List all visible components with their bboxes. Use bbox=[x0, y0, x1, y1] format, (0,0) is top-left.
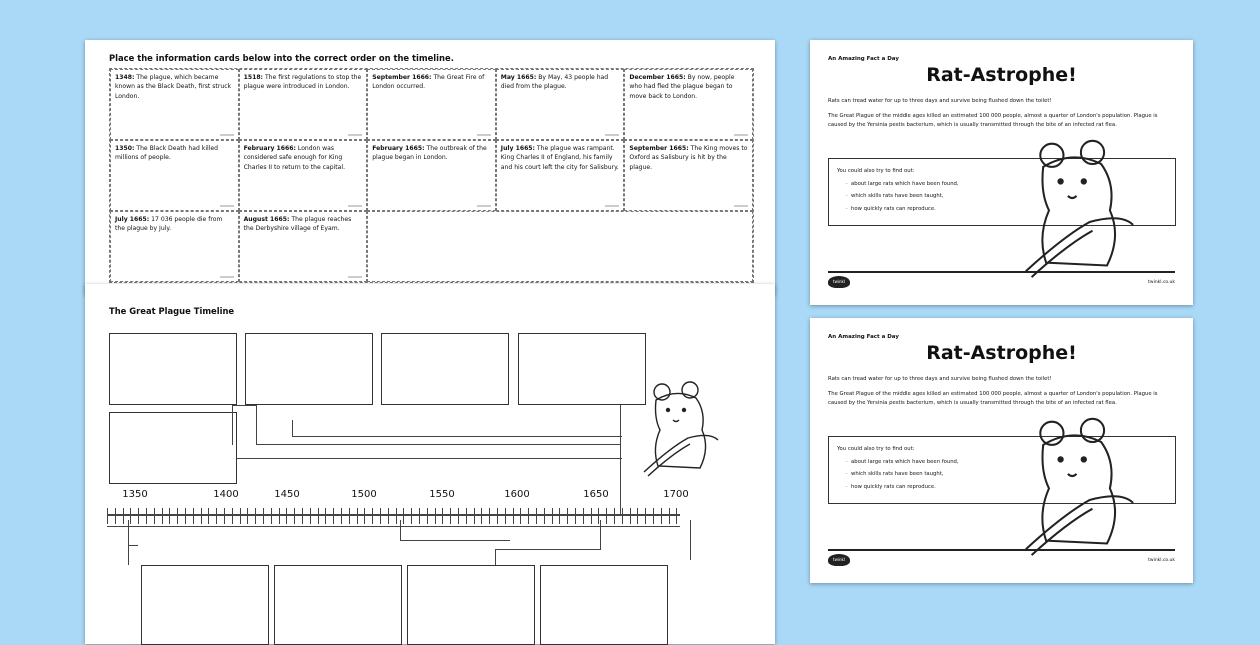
card-text: The King moves to Oxford as Salisbury is hit by the plague. bbox=[629, 145, 748, 171]
axis-tick bbox=[193, 508, 194, 524]
axis-tick bbox=[442, 508, 443, 524]
card-text: The plague, which became known as the Black Death, first struck London. bbox=[115, 74, 232, 100]
timeline-axis-lower bbox=[107, 526, 680, 527]
axis-tick bbox=[637, 508, 638, 524]
card-date: 1350: bbox=[115, 145, 135, 152]
axis-tick bbox=[544, 508, 545, 524]
axis-tick bbox=[162, 508, 163, 524]
connector-line bbox=[256, 405, 257, 445]
axis-tick bbox=[591, 508, 592, 524]
axis-tick bbox=[458, 508, 459, 524]
info-card[interactable] bbox=[496, 69, 625, 140]
card-date: December 1665: bbox=[629, 74, 686, 81]
watermark bbox=[734, 134, 748, 136]
watermark bbox=[220, 134, 234, 136]
axis-tick bbox=[123, 508, 124, 524]
box-intro: You could also try to find out: bbox=[837, 168, 915, 174]
axis-tick bbox=[669, 508, 670, 524]
axis-tick bbox=[201, 508, 202, 524]
connector-line bbox=[495, 549, 496, 565]
connector-line bbox=[292, 420, 293, 436]
axis-tick bbox=[403, 508, 404, 524]
axis-tick bbox=[567, 508, 568, 524]
axis-tick bbox=[169, 508, 170, 524]
axis-tick bbox=[177, 508, 178, 524]
timeline-page bbox=[85, 284, 775, 644]
year-label: 1500 bbox=[351, 489, 377, 500]
card-text: The Great Fire of London occurred. bbox=[372, 74, 485, 91]
empty-cell bbox=[367, 211, 753, 282]
watermark bbox=[477, 134, 491, 136]
card-text: The plague reaches the Derbyshire village of Eyam. bbox=[243, 216, 352, 233]
card-text: 17 036 people die from the plague by July. bbox=[115, 216, 223, 233]
year-label: 1450 bbox=[274, 489, 300, 500]
info-card[interactable] bbox=[110, 211, 239, 282]
axis-tick bbox=[622, 508, 623, 524]
axis-tick bbox=[224, 508, 225, 524]
axis-tick bbox=[263, 508, 264, 524]
year-label: 1550 bbox=[429, 489, 455, 500]
axis-tick bbox=[474, 508, 475, 524]
axis-tick bbox=[661, 508, 662, 524]
kicker: An Amazing Fact a Day bbox=[828, 334, 899, 340]
info-card[interactable] bbox=[110, 140, 239, 211]
axis-tick bbox=[653, 508, 654, 524]
axis-tick bbox=[466, 508, 467, 524]
watermark bbox=[348, 134, 362, 136]
axis-tick bbox=[115, 508, 116, 524]
card-text: The plague was rampant. King Charles II of England, his family and his court left the city for Salisbury. bbox=[500, 145, 619, 171]
instruction: Place the information cards below into the correct order on the timeline. bbox=[109, 53, 454, 63]
axis-tick bbox=[450, 508, 451, 524]
connector-line bbox=[495, 549, 600, 550]
fact-title: Rat-Astrophe! bbox=[926, 64, 1077, 86]
axis-tick bbox=[645, 508, 646, 524]
card-text: The first regulations to stop the plague were introduced in London. bbox=[243, 74, 362, 91]
axis-tick bbox=[318, 508, 319, 524]
axis-tick bbox=[497, 508, 498, 524]
connector-line bbox=[237, 458, 622, 459]
card-text: The outbreak of the plague began in London. bbox=[372, 145, 487, 162]
watermark bbox=[477, 205, 491, 207]
year-label: 1400 bbox=[213, 489, 239, 500]
axis-tick bbox=[536, 508, 537, 524]
axis-tick bbox=[575, 508, 576, 524]
axis-tick bbox=[240, 508, 241, 524]
footer-url: twinkl.co.uk bbox=[1148, 558, 1175, 563]
watermark bbox=[220, 276, 234, 278]
info-card[interactable] bbox=[110, 69, 239, 140]
info-card[interactable] bbox=[624, 140, 753, 211]
axis-tick bbox=[513, 508, 514, 524]
card-date: May 1665: bbox=[500, 74, 537, 81]
axis-tick bbox=[255, 508, 256, 524]
fact-body: The Great Plague of the middle ages killed an estimated 100 000 people, almost a quarter of London's population. Plague is caused by the Yersinia pestis bacterium, which is usually transmitted through the bite of an infected rat flea. bbox=[828, 113, 1158, 128]
card-text: The Black Death had killed millions of people. bbox=[115, 145, 219, 162]
connector-line bbox=[600, 520, 601, 550]
fact-sheet bbox=[810, 40, 1193, 305]
axis-tick bbox=[107, 508, 108, 524]
card-text: By now, people who had fled the plague began to move back to London. bbox=[629, 74, 735, 100]
year-label: 1600 bbox=[504, 489, 530, 500]
card-date: 1348: bbox=[115, 74, 135, 81]
info-card[interactable] bbox=[624, 69, 753, 140]
axis-tick bbox=[388, 508, 389, 524]
fact-sheet bbox=[810, 318, 1193, 583]
fact-line: Rats can tread water for up to three days and survive being flushed down the toilet! bbox=[828, 98, 1052, 104]
footer-rule bbox=[828, 549, 1175, 551]
axis-tick bbox=[286, 508, 287, 524]
timeline-card-slot[interactable] bbox=[141, 565, 269, 645]
timeline-card-slot[interactable] bbox=[381, 333, 509, 405]
axis-tick bbox=[505, 508, 506, 524]
rat-illustration bbox=[640, 378, 720, 478]
timeline-card-slot[interactable] bbox=[518, 333, 646, 405]
axis-tick bbox=[208, 508, 209, 524]
bullet: · about large rats which have been found, bbox=[851, 178, 1167, 191]
card-text: By May, 43 people had died from the plague. bbox=[500, 74, 609, 91]
bullet: · about large rats which have been found, bbox=[851, 456, 1167, 469]
info-card[interactable] bbox=[367, 69, 496, 140]
axis-tick bbox=[552, 508, 553, 524]
axis-tick bbox=[130, 508, 131, 524]
watermark bbox=[220, 205, 234, 207]
info-card[interactable] bbox=[367, 140, 496, 211]
kicker: An Amazing Fact a Day bbox=[828, 56, 899, 62]
axis-tick bbox=[676, 508, 677, 524]
timeline-title: The Great Plague Timeline bbox=[109, 306, 235, 316]
card-text: London was considered safe enough for King Charles II to return to the capital. bbox=[243, 145, 346, 171]
axis-tick bbox=[341, 508, 342, 524]
watermark bbox=[605, 134, 619, 136]
watermark bbox=[734, 205, 748, 207]
rat-illustration bbox=[1020, 413, 1136, 564]
bullet: · which skills rats have been taught, bbox=[851, 468, 1167, 481]
bullet: · how quickly rats can reproduce. bbox=[851, 481, 1167, 494]
card-date: August 1665: bbox=[243, 216, 290, 223]
axis-tick bbox=[419, 508, 420, 524]
watermark bbox=[605, 205, 619, 207]
connector-line bbox=[128, 545, 138, 546]
axis-tick bbox=[154, 508, 155, 524]
axis-tick bbox=[325, 508, 326, 524]
year-label: 1700 bbox=[663, 489, 689, 500]
connector-line bbox=[292, 436, 622, 437]
axis-tick bbox=[583, 508, 584, 524]
axis-tick bbox=[559, 508, 560, 524]
axis-tick bbox=[146, 508, 147, 524]
axis-tick bbox=[380, 508, 381, 524]
axis-tick bbox=[271, 508, 272, 524]
twinkl-logo: twinkl bbox=[828, 276, 850, 288]
timeline-card-slot[interactable] bbox=[109, 412, 237, 484]
rat-illustration bbox=[1020, 135, 1136, 286]
axis-tick bbox=[481, 508, 482, 524]
axis-tick bbox=[279, 508, 280, 524]
connector-line bbox=[256, 444, 621, 445]
timeline-card-slot[interactable] bbox=[407, 565, 535, 645]
footer-rule bbox=[828, 271, 1175, 273]
year-label: 1350 bbox=[122, 489, 148, 500]
axis-tick bbox=[349, 508, 350, 524]
card-date: February 1665: bbox=[372, 145, 425, 152]
timeline-card-slot[interactable] bbox=[540, 565, 668, 645]
connector-line bbox=[620, 405, 621, 515]
card-date: July 1665: bbox=[115, 216, 150, 223]
card-date: September 1666: bbox=[372, 74, 432, 81]
fact-line: Rats can tread water for up to three days and survive being flushed down the toilet! bbox=[828, 376, 1052, 382]
axis-tick bbox=[606, 508, 607, 524]
axis-tick bbox=[232, 508, 233, 524]
axis-tick bbox=[247, 508, 248, 524]
connector-line bbox=[232, 405, 233, 445]
watermark bbox=[348, 276, 362, 278]
bullet: · how quickly rats can reproduce. bbox=[851, 203, 1167, 216]
year-label: 1650 bbox=[583, 489, 609, 500]
axis-tick bbox=[630, 508, 631, 524]
axis-tick bbox=[333, 508, 334, 524]
info-card[interactable] bbox=[239, 69, 368, 140]
axis-tick bbox=[364, 508, 365, 524]
bullet: · which skills rats have been taught, bbox=[851, 190, 1167, 203]
axis-tick bbox=[427, 508, 428, 524]
box-intro: You could also try to find out: bbox=[837, 446, 915, 452]
info-cards-page bbox=[85, 40, 775, 295]
card-date: 1518: bbox=[243, 74, 263, 81]
cards-grid bbox=[109, 68, 754, 283]
connector-line bbox=[400, 520, 401, 540]
info-card[interactable] bbox=[239, 211, 368, 282]
axis-tick bbox=[598, 508, 599, 524]
info-card[interactable] bbox=[496, 140, 625, 211]
axis-tick bbox=[372, 508, 373, 524]
axis-tick bbox=[294, 508, 295, 524]
timeline-card-slot[interactable] bbox=[245, 333, 373, 405]
card-date: February 1666: bbox=[243, 145, 296, 152]
axis-tick bbox=[302, 508, 303, 524]
axis-tick bbox=[489, 508, 490, 524]
card-date: September 1665: bbox=[629, 145, 689, 152]
footer-url: twinkl.co.uk bbox=[1148, 280, 1175, 285]
watermark bbox=[348, 205, 362, 207]
axis-tick bbox=[310, 508, 311, 524]
axis-tick bbox=[138, 508, 139, 524]
axis-tick bbox=[614, 508, 615, 524]
axis-tick bbox=[185, 508, 186, 524]
timeline-card-slot[interactable] bbox=[274, 565, 402, 645]
connector-line bbox=[400, 540, 510, 541]
axis-tick bbox=[528, 508, 529, 524]
twinkl-logo: twinkl bbox=[828, 554, 850, 566]
axis-tick bbox=[396, 508, 397, 524]
connector-line bbox=[232, 405, 257, 406]
axis-tick bbox=[435, 508, 436, 524]
axis-tick bbox=[216, 508, 217, 524]
timeline-card-slot[interactable] bbox=[109, 333, 237, 405]
card-date: July 1665: bbox=[500, 145, 535, 152]
axis-tick bbox=[520, 508, 521, 524]
fact-title: Rat-Astrophe! bbox=[926, 342, 1077, 364]
axis-tick bbox=[357, 508, 358, 524]
info-card[interactable] bbox=[239, 140, 368, 211]
connector-line bbox=[690, 520, 691, 560]
axis-tick bbox=[411, 508, 412, 524]
fact-body: The Great Plague of the middle ages killed an estimated 100 000 people, almost a quarter of London's population. Plague is caused by the Yersinia pestis bacterium, which is usually transmitted through the bite of an infected rat flea. bbox=[828, 391, 1158, 406]
